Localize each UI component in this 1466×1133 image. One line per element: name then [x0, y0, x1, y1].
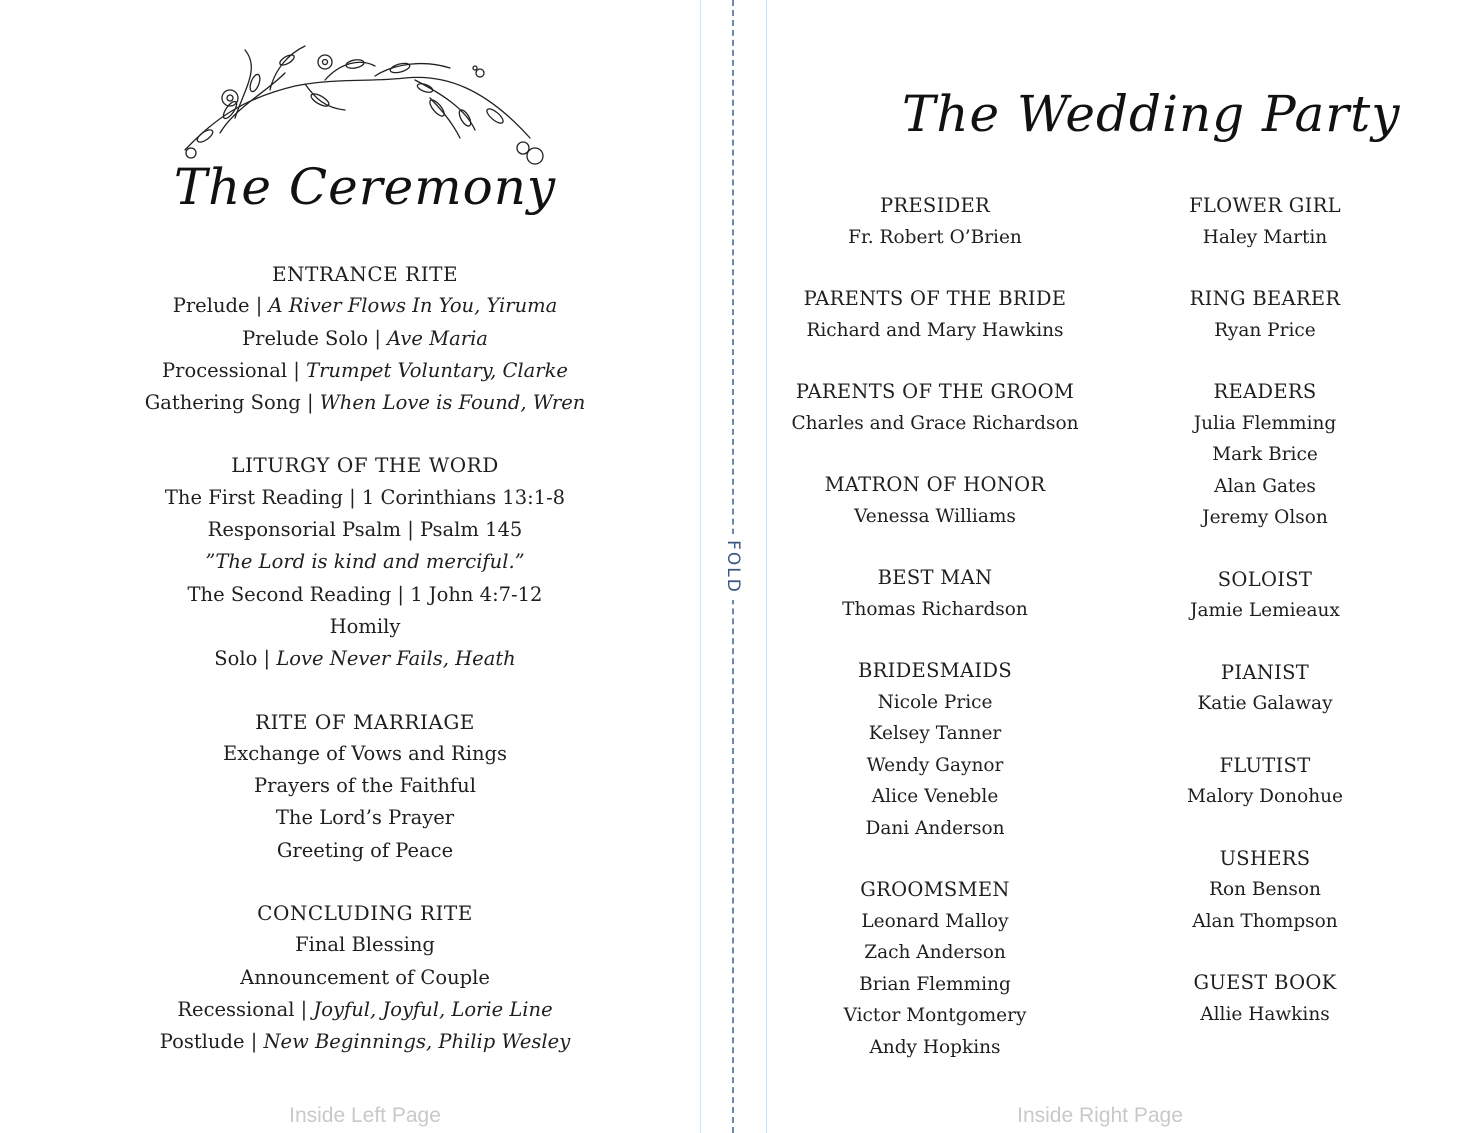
party-role	[1125, 967, 1405, 1030]
role-heading: PRESIDER	[879, 194, 991, 217]
party-role	[1125, 843, 1405, 938]
program-line-text: Prelude Solo |	[242, 326, 388, 350]
program-line-text: Processional |	[162, 358, 307, 382]
program-line	[105, 355, 625, 387]
party-member-name: Mark Brice	[1212, 444, 1318, 465]
program-line	[105, 994, 625, 1026]
program-section	[105, 258, 625, 419]
party-member-name: Ron Benson	[1209, 879, 1321, 900]
party-role	[785, 190, 1085, 253]
role-heading: RING BEARER	[1189, 287, 1341, 310]
role-heading: FLUTIST	[1219, 753, 1311, 777]
party-member-name: Jamie Lemieaux	[1190, 600, 1340, 621]
program-line-text: Prelude |	[172, 294, 269, 318]
party-member-name: Jeremy Olson	[1202, 507, 1328, 528]
party-member-name: Fr. Robert O’Brien	[848, 226, 1022, 248]
party-role	[785, 283, 1085, 346]
fold-label: FOLD	[723, 540, 743, 594]
party-role	[1125, 750, 1405, 813]
party-role	[785, 874, 1085, 1063]
program-line-italic: A River Flows In You, Yiruma	[268, 294, 558, 318]
role-heading: SOLOIST	[1217, 567, 1313, 591]
section-heading: CONCLUDING RITE	[257, 901, 473, 926]
party-member-name: Ryan Price	[1214, 319, 1316, 341]
right-trim-line	[766, 0, 767, 1133]
party-member-name: Katie Galaway	[1197, 693, 1333, 714]
floral-wreath-illustration	[175, 38, 560, 173]
program-line	[105, 546, 625, 578]
party-member-name: Venessa Williams	[854, 505, 1016, 527]
program-line	[105, 929, 625, 961]
role-heading: BRIDESMAIDS	[858, 659, 1012, 682]
program-line-text: Recessional |	[177, 997, 314, 1021]
party-member-name: Alan Gates	[1214, 475, 1316, 497]
inside-right-page-label: Inside Right Page	[1017, 1104, 1183, 1127]
program-line-text: Announcement of Couple	[240, 965, 490, 989]
program-line	[105, 835, 625, 867]
program-line-text: Exchange of Vows and Rings	[222, 741, 508, 765]
party-member-name: Alice Veneble	[871, 786, 999, 807]
program-line-text: Postlude |	[159, 1030, 264, 1054]
ceremony-program	[105, 258, 625, 1089]
program-line-text: Responsorial Psalm | Psalm 145	[207, 518, 523, 542]
party-role	[1125, 657, 1405, 720]
section-heading: ENTRANCE RITE	[271, 262, 459, 286]
program-line-italic: When Love is Found, Wren	[319, 391, 586, 415]
program-line-text: Final Blessing	[295, 933, 435, 957]
party-member-name: Alan Thompson	[1192, 910, 1338, 932]
party-member-name: Malory Donohue	[1186, 786, 1343, 807]
wedding-party-column-2	[1125, 190, 1405, 1060]
program-section	[105, 897, 625, 1058]
party-role	[1125, 376, 1405, 534]
party-role	[785, 469, 1085, 532]
program-line-italic: Love Never Fails, Heath	[276, 647, 516, 671]
party-member-name: Dani Anderson	[865, 817, 1005, 839]
party-member-name: Julia Flemming	[1193, 412, 1337, 434]
program-line-italic: Ave Maria	[387, 326, 488, 350]
party-member-name: Brian Flemming	[859, 973, 1011, 995]
section-heading: RITE OF MARRIAGE	[255, 709, 475, 734]
party-member-name: Leonard Malloy	[861, 910, 1009, 932]
program-line	[105, 802, 625, 834]
party-member-name: Zach Anderson	[864, 942, 1006, 963]
party-member-name: Charles and Grace Richardson	[791, 412, 1079, 434]
program-section	[105, 449, 625, 675]
party-member-name: Richard and Mary Hawkins	[806, 319, 1064, 341]
role-heading: USHERS	[1219, 846, 1311, 870]
role-heading: GUEST BOOK	[1193, 971, 1337, 994]
role-heading: PARENTS OF THE GROOM	[795, 380, 1075, 403]
program-line-italic: ”The Lord is kind and merciful.”	[205, 550, 525, 574]
party-member-name: Thomas Richardson	[842, 598, 1028, 620]
program-line-text: Prayers of the Faithful	[254, 774, 476, 798]
program-line	[105, 290, 625, 322]
program-line-italic: New Beginnings, Philip Wesley	[263, 1030, 571, 1054]
party-role	[785, 655, 1085, 844]
party-role	[1125, 190, 1405, 253]
program-line-text: The Lord’s Prayer	[275, 806, 455, 830]
program-line	[105, 514, 625, 546]
inside-left-page-label: Inside Left Page	[289, 1104, 441, 1127]
party-member-name: Nicole Price	[877, 691, 993, 713]
role-heading: MATRON OF HONOR	[824, 473, 1046, 496]
program-line	[105, 611, 625, 643]
program-line	[105, 962, 625, 994]
party-member-name: Victor Montgomery	[843, 1005, 1027, 1026]
program-line-italic: Joyful, Joyful, Lorie Line	[313, 997, 553, 1021]
role-heading: BEST MAN	[877, 566, 993, 589]
party-member-name: Andy Hopkins	[869, 1036, 1001, 1058]
party-role	[785, 376, 1085, 439]
program-line	[105, 1026, 625, 1058]
party-member-name: Allie Hawkins	[1200, 1003, 1330, 1025]
program-line-text: The First Reading | 1 Corinthians 13:1-8	[164, 485, 566, 509]
wedding-party-title: The Wedding Party	[902, 85, 1401, 143]
program-line	[105, 579, 625, 611]
program-line-text: Gathering Song |	[144, 391, 320, 415]
party-role	[785, 562, 1085, 625]
program-line	[105, 643, 625, 675]
party-member-name: Haley Martin	[1202, 226, 1328, 248]
program-line-text: Homily	[329, 614, 401, 638]
program-line-text: The Second Reading | 1 John 4:7-12	[187, 582, 543, 606]
role-heading: READERS	[1213, 380, 1317, 403]
program-line-text: Greeting of Peace	[276, 838, 454, 862]
program-line	[105, 770, 625, 802]
role-heading: FLOWER GIRL	[1189, 194, 1341, 217]
party-member-name: Kelsey Tanner	[868, 723, 1002, 744]
program-line	[105, 387, 625, 419]
ceremony-title: The Ceremony	[173, 158, 557, 216]
left-trim-line	[700, 0, 701, 1133]
party-role	[1125, 564, 1405, 627]
program-line	[105, 482, 625, 514]
program-line	[105, 738, 625, 770]
wedding-party-column-1	[785, 190, 1085, 1093]
program-line-text: Solo |	[214, 647, 277, 671]
role-heading: GROOMSMEN	[860, 878, 1010, 901]
program-line-italic: Trumpet Voluntary, Clarke	[306, 358, 568, 382]
section-heading: LITURGY OF THE WORD	[231, 453, 499, 478]
program-line	[105, 323, 625, 355]
program-section	[105, 706, 625, 867]
party-member-name: Wendy Gaynor	[866, 754, 1004, 776]
role-heading: PIANIST	[1220, 660, 1310, 684]
role-heading: PARENTS OF THE BRIDE	[803, 287, 1067, 310]
party-role	[1125, 283, 1405, 346]
